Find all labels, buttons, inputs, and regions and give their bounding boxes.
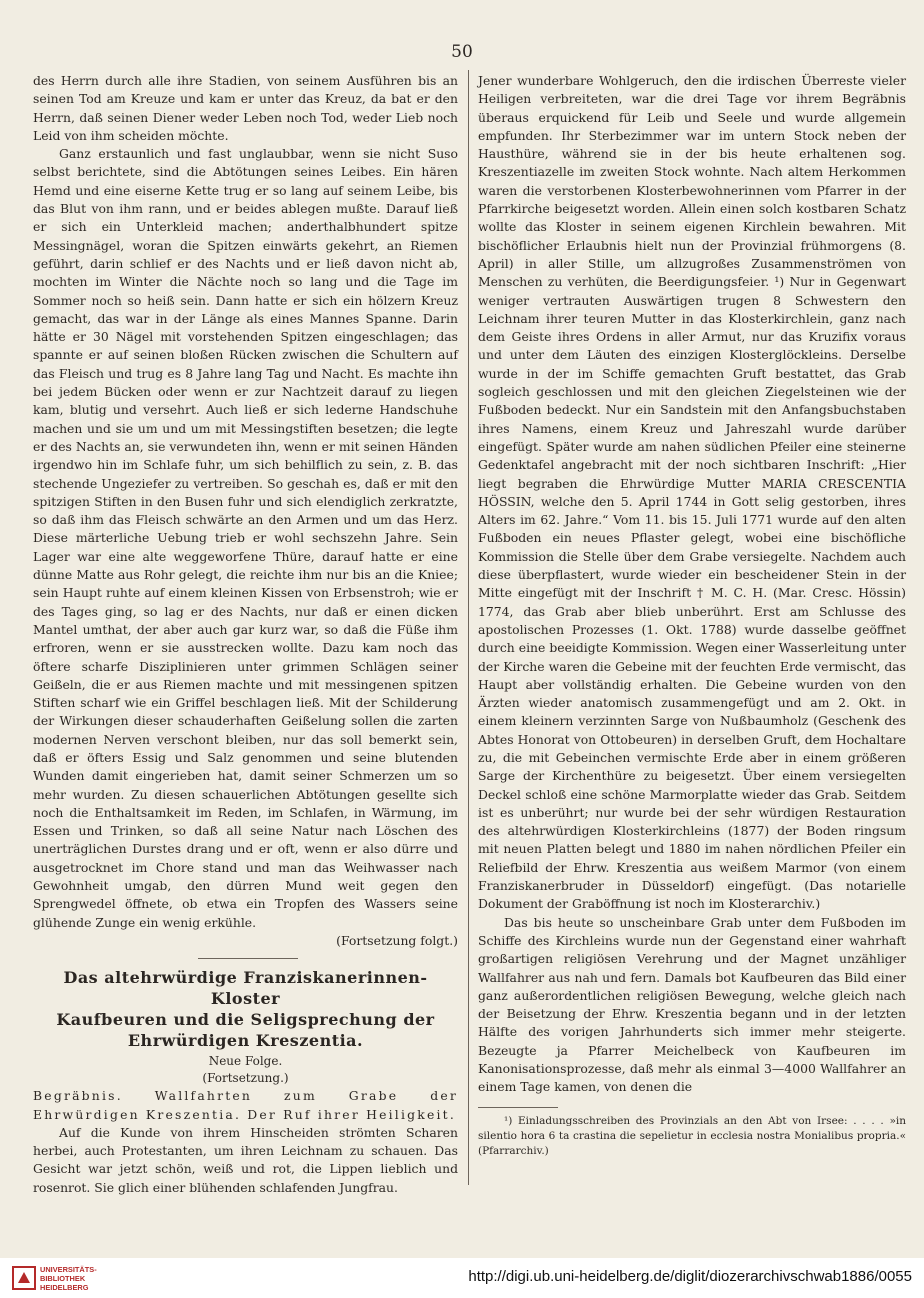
article-title-line-1: Das altehrwürdige Franziskanerinnen-Kloster xyxy=(63,968,428,1009)
library-logo-text: UNIVERSITÄTS- BIBLIOTHEK HEIDELBERG xyxy=(40,1265,97,1292)
continued-label: (Fortsetzung.) xyxy=(202,1071,289,1086)
left-column xyxy=(33,72,458,1197)
right-column xyxy=(478,72,906,1159)
article-title-line-2: Kaufbeuren und die Seligsprechung der Ehrwürdigen Kreszentia. xyxy=(56,1010,435,1051)
section-divider xyxy=(198,958,298,959)
column-divider xyxy=(468,70,469,1185)
university-seal-icon xyxy=(12,1266,36,1290)
footnote-divider xyxy=(478,1107,558,1108)
footnote: ¹) Einladungsschreiben des Provinzials an den Abt von Irsee: . . . . »in silentio hora 6 ta crastina die sepelietur in ecclesia nostra Monialibus propria.« (Pfarrarchiv.) xyxy=(478,1114,906,1157)
left-paragraph-2: Ganz erstaunlich und fast unglaubbar, wenn sie nicht Suso selbst berichtete, sind die Abtötungen seines Leibes. Ein hären Hemd und eine eiserne Kette trug er so lang auf seinem Leibe, bis das Blut von ihm rann, und er beides ablegen mußte. Darauf ließ er sich ein Unterkleid machen; anderthalbhundert spitze Messingnägel, woran die Spitzen einwärts gekehrt, an Riemen geführt, darin schlief er des Nachts und er ließ davon nicht ab, mochten im Winter die Nächte noch so lang und die Tage im Sommer noch so heiß sein. Dann hatte er sich ein hölzern Kreuz gemacht, das war in der Länge als eines Mannes Spanne. Darin hätte er 30 Nägel mit vorstehenden Spitzen eingeschlagen; das spannte er auf seinen bloßen Rücken zwischen die Schultern auf das Fleisch und trug es 8 Jahre lang Tag und Nacht. Es machte ihn bei jedem Bücken oder wenn er zur Nachtzeit darauf zu liegen kam, blutig und versehrt. Auch ließ er sich lederne Handschuhe machen und sie um und um mit Messingstiften besetzen; die legte er des Nachts an, sie verwundeten ihn, wenn er mit seinen Händen irgendwo hin im Schlafe fuhr, um sich behilflich zu sein, z. B. das stechende Ungeziefer zu vertreiben. So geschah es, daß er mit den spitzigen Stiften in den Busen fuhr und sich elendiglich zerkratzte, so daß ihm das Fleisch schwärte an den Armen und um das Herz. Diese märterliche Uebung trieb er wohl sechszehn Jahre. Sein Lager war eine alte weggeworfene Thüre, darauf hatte er eine dünne Matte aus Rohr gelegt, die reichte ihm nur bis an die Kniee; sein Haupt ruhte auf einem kleinen Kissen von Erbsenstroh; wie er des Tages ging, so lag er des Nachts, nur daß er einen dicken Mantel umthat, der aber auch gar kurz war, so daß die Füße ihm erfroren, wenn er sie ausstrecken wollte. Dazu kam noch das öftere scharfe Disziplinieren unter grimmen Schlägen seiner Geißeln, die er aus Riemen machte und mit messingenen spitzen Stiften scharf wie ein Griffel beschlagen ließ. Mit der Schilderung der Wirkungen dieser schauderhaften Geißelung sollen die zarten modernen Nerven verschont bleiben, nur das soll bemerkt sein, daß er öfters Essig und Salz genommen und seine blutenden Wunden damit eingerieben hat, damit seiner Schmerzen um so mehr wurden. Zu diesen schauerlichen Abtötungen gesellte sich noch die Enthaltsamkeit im Reden, im Schlafen, in Wärmung, im Essen und Trinken, so daß all seine Natur nach Löschen des unerträglichen Durstes drang und er oft, wenn er also dürre und ausgetrocknet im Chore stand und man das Weihwasser nach Gewohnheit umgab, den dürren Mund weit gegen den Sprengwedel öffnete, ob etwa ein Tropfen des Wassers seine glühende Zunge ein wenig erkühle. xyxy=(33,146,458,930)
left-paragraph-3: Auf die Kunde von ihrem Hinscheiden strömten Scharen herbei, auch Protestanten, um ihren Leichnam zu schauen. Das Gesicht war jetzt schön, weiß und rot, die Lippen lieblich und rosenrot. Sie glich einer blühenden schlafenden Jungfrau. xyxy=(33,1124,458,1195)
page-number: 50 xyxy=(451,42,473,62)
left-paragraph-1: des Herrn durch alle ihre Stadien, von seinem Ausführen bis an seinen Tod am Kreuze und kam er unter das Kreuz, da bat er den Herrn, daß seinen Diener weder Leben noch Tod, weder Lieb noch Leid von ihm scheiden möchte. xyxy=(33,73,458,143)
series-label: Neue Folge. xyxy=(208,1054,283,1069)
source-url-link[interactable]: http://digi.ub.uni-heidelberg.de/diglit/diozerarchivschwab1886/0055 xyxy=(468,1268,912,1285)
article-title xyxy=(33,967,458,1051)
continuation-note: (Fortsetzung folgt.) xyxy=(336,932,458,948)
right-paragraph-2: Das bis heute so unscheinbare Grab unter dem Fußboden im Schiffe des Kirchleins wurde nun der Gegenstand einer wahrhaft großartigen religiösen Verehrung und der Magnet unzähliger Wallfahrer aus nah und fern. Damals bot Kaufbeuren das Bild einer ganz außerordentlichen religiösen Bewegung, welche gleich nach der Beisetzung der Ehrw. Kreszentia begann und in der letzten Hälfte des vorigen Jahrhunderts sich immer mehr steigerte. Bezeugte ja Pfarrer Meichelbeck von Kaufbeuren im Kanonisationsprozesse, daß mehr als einmal 3—4000 Wallfahrer an einem Tage kamen, von denen die xyxy=(478,914,906,1095)
right-paragraph-1: Jener wunderbare Wohlgeruch, den die irdischen Überreste vieler Heiligen verbreiteten, war die drei Tage vor ihrem Begräbnis überaus erquickend für Leib und Seele und wurde allgemein empfunden. Ihr Sterbezimmer war im untern Stock neben der Hausthüre, während sie in der bis heute erhaltenen sog. Kreszentiazelle im zweiten Stock wohnte. Nach altem Herkommen waren die verstorbenen Klosterbewohnerinnen vom Pfarrer in der Pfarrkirche beigesetzt worden. Allein einen solch kostbaren Schatz wollte das Kloster in seinem eigenen Kirchlein bewahren. Mit bischöflicher Erlaubnis hielt nun der Provinzial frühmorgens (8. April) in aller Stille, um allzugroßes Zusammenströmen von Menschen zu verhüten, die Beerdigungsfeier. ¹) Nur in Gegenwart weniger vertrauten Auswärtigen trugen 8 Schwestern den Leichnam ihrer teuren Mutter in das Klosterkirchlein, ganz nach dem Geiste ihres Ordens in aller Armut, nur das Kruzifix voraus und unter dem Läuten des einzigen Klosterglöckleins. Derselbe wurde in der im Schiffe gemachten Gruft bestattet, das Grab sogleich geschlossen und mit den gleichen Ziegelsteinen wie der Fußboden bedeckt. Nur ein Sandstein mit den Anfangsbuchstaben ihres Namens, einem Kreuz und Jahreszahl wurde darüber eingefügt. Später wurde am nahen südlichen Pfeiler eine steinerne Gedenktafel angebracht mit der noch sichtbaren Inschrift: „Hier liegt begraben die Ehrwürdige Mutter MARIA CRESCENTIA HÖSSIN, welche den 5. April 1744 in Gott selig gestorben, ihres Alters im 62. Jahre.“ Vom 11. bis 15. Juli 1771 wurde auf den alten Fußboden ein neues Pflaster gelegt, wobei eine bischöfliche Kommission die Stelle über dem Grabe versiegelte. Nachdem auch diese überpflastert, wurde wieder ein bescheidener Stein in der Mitte eingefügt mit der Inschrift † M. C. H. (Mar. Cresc. Hössin) 1774, das Grab aber blieb unberührt. Erst am Schlusse des apostolischen Prozesses (1. Okt. 1788) wurde dasselbe geöffnet durch eine beeidigte Kommission. Wegen einer Wasserleitung unter der Kirche waren die Gebeine mit der feuchten Erde vermischt, das Haupt aber vollständig erhalten. Die Gebeine wurden von den Ärzten wieder anatomisch zusammengefügt und am 2. Okt. in einem kleinern verzinnten Sarge von Nußbaumholz (Geschenk des Abtes Honorat von Ottobeuren) in derselben Gruft, dem Hochaltare zu, die mit Gebeinchen vermischte Erde aber in einem größeren Sarge der Kirchenthüre zu beigesetzt. Über einem versiegelten Deckel schloß eine schöne Marmorplatte wieder das Grab. Seitdem ist es unberührt; nur wurde bei der sehr würdigen Restauration des altehrwürdigen Klosterkirchleins (1877) der Boden ringsum mit neuen Platten belegt und 1880 im nahen nördlichen Pfeiler ein Reliefbild der Ehrw. Kreszentia aus weißem Marmor (von einem Franziskanerbruder in Düsseldorf) eingefügt. (Das notarielle Dokument der Graböffnung ist noch im Klosterarchiv.) xyxy=(478,73,906,912)
viewer-footer xyxy=(0,1258,924,1298)
section-subheading: Begräbnis. Wallfahrten zum Grabe der Ehrwürdigen Kreszentia. Der Ruf ihrer Heiligkeit. xyxy=(33,1088,458,1122)
